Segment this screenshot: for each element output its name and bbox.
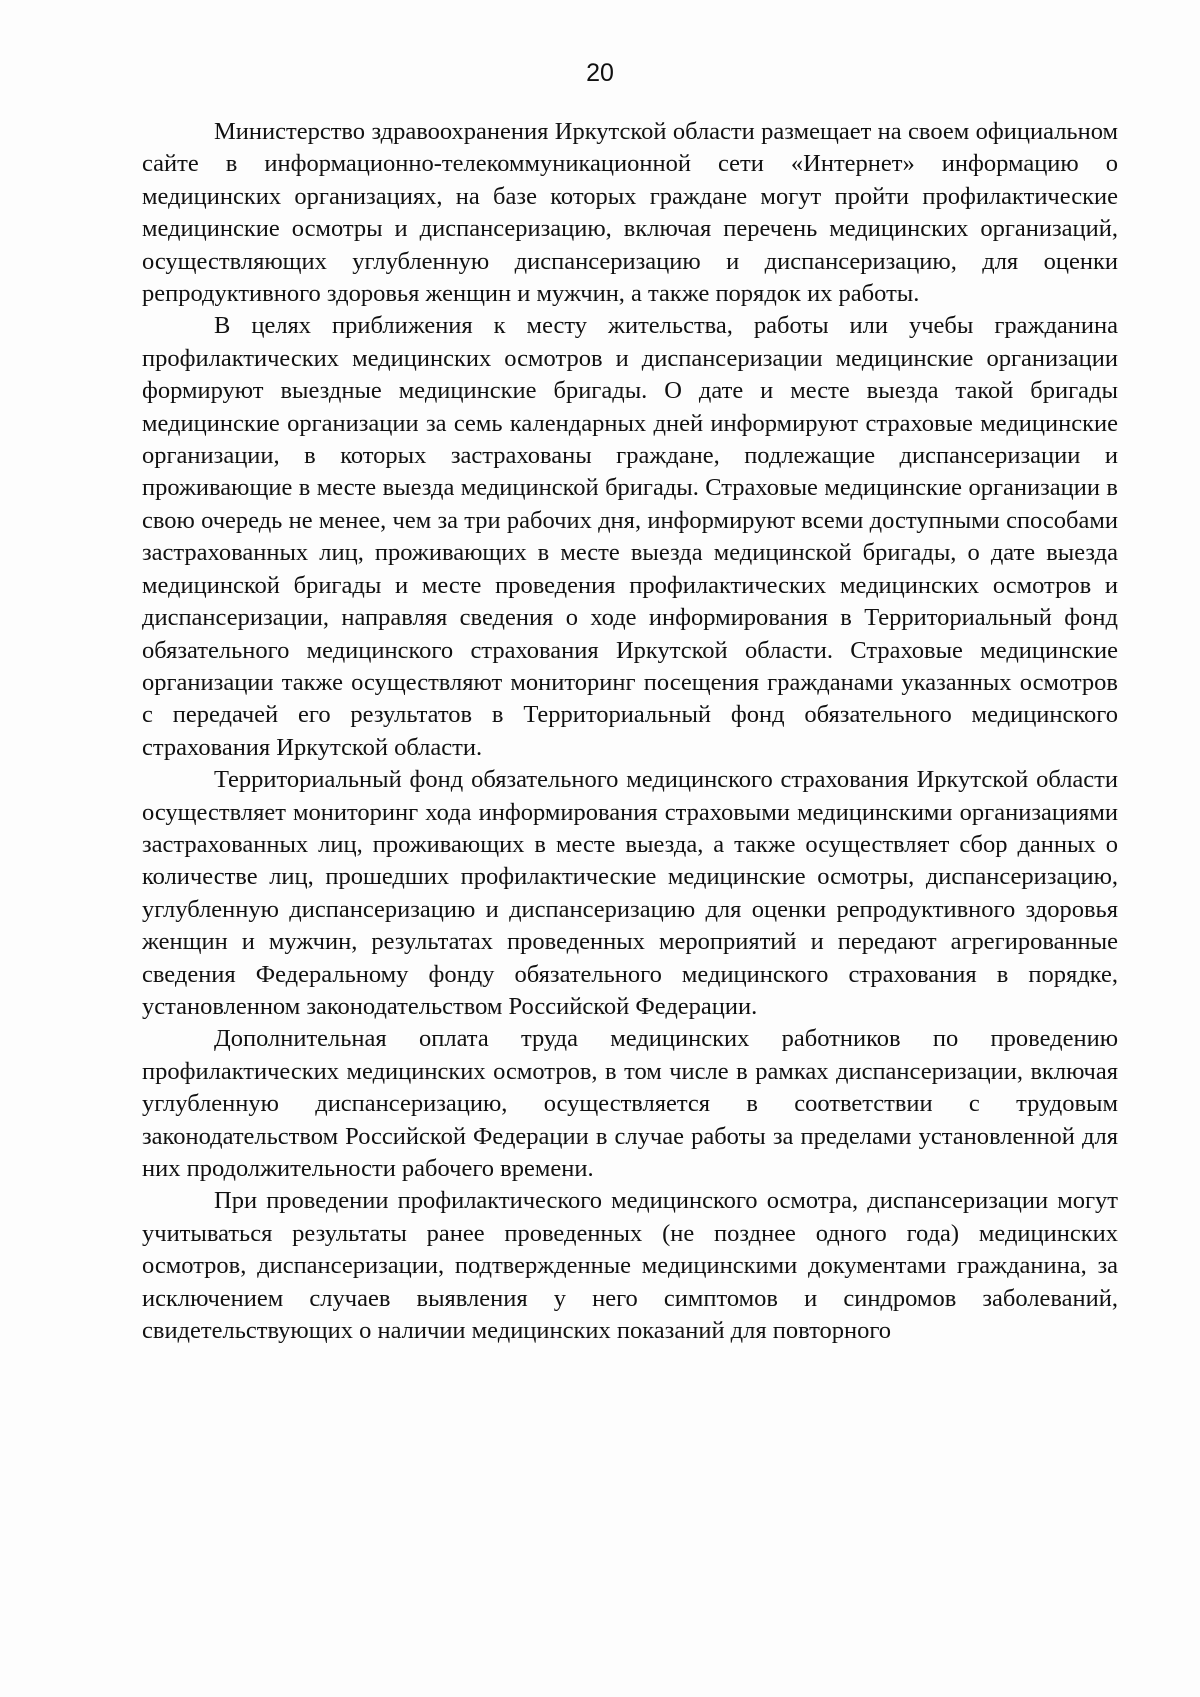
paragraph-2: В целях приближения к месту жительства, работы или учебы гражданина профилактических медицинских осмотров и диспансеризации медицинские организации формируют выездные медицинские бригады. О дате и месте выезда такой бригады медицинские организации за семь календарных дней информируют страховые медицинские организации, в которых застрахованы граждане, подлежащие диспансеризации и проживающие в месте выезда медицинской бригады. Страховые медицинские организации в свою очередь не менее, чем за три рабочих дня, информируют всеми доступными способами застрахованных лиц, проживающих в месте выезда медицинской бригады, о дате выезда медицинской бригады и месте проведения профилактических медицинских осмотров и диспансеризации, направляя сведения о ходе информирования в Территориальный фонд обязательного медицинского страхования Иркутской области. Страховые медицинские организации также осуществляют мониторинг посещения гражданами указанных осмотров с передачей его результатов в Территориальный фонд обязательного медицинского страхования Иркутской области. [142,312,1118,761]
document-body [142,116,1118,1347]
page-number: 20 [586,59,614,87]
paragraph-1: Министерство здравоохранения Иркутской области размещает на своем официальном сайте в информационно-телекоммуникационной сети «Интернет» информацию о медицинских организациях, на базе которых граждане могут пройти профилактические медицинские осмотры и диспансеризацию, включая перечень медицинских организаций, осуществляющих углубленную диспансеризацию и диспансеризацию, для оценки репродуктивного здоровья женщин и мужчин, а также порядок их работы. [142,118,1118,308]
paragraph-5: При проведении профилактического медицинского осмотра, диспансеризации могут учитываться результаты ранее проведенных (не позднее одного года) медицинских осмотров, диспансеризации, подтвержденные медицинскими документами гражданина, за исключением случаев выявления у него симптомов и синдромов заболеваний, свидетельствующих о наличии медицинских показаний для повторного [142,1187,1118,1345]
paragraph-4: Дополнительная оплата труда медицинских работников по проведению профилактических медицинских осмотров, в том числе в рамках диспансеризации, включая углубленную диспансеризацию, осуществляется в соответствии с трудовым законодательством Российской Федерации в случае работы за пределами установленной для них продолжительности рабочего времени. [142,1025,1118,1182]
paragraph-3: Территориальный фонд обязательного медицинского страхования Иркутской области осуществляет мониторинг хода информирования страховыми медицинскими организациями застрахованных лиц, проживающих в месте выезда, а также осуществляет сбор данных о количестве лиц, прошедших профилактические медицинские осмотры, диспансеризацию, углубленную диспансеризацию и диспансеризацию для оценки репродуктивного здоровья женщин и мужчин, результатах проведенных мероприятий и передают агрегированные сведения Федеральному фонду обязательного медицинского страхования в порядке, установленном законодательством Российской Федерации. [142,766,1118,1020]
